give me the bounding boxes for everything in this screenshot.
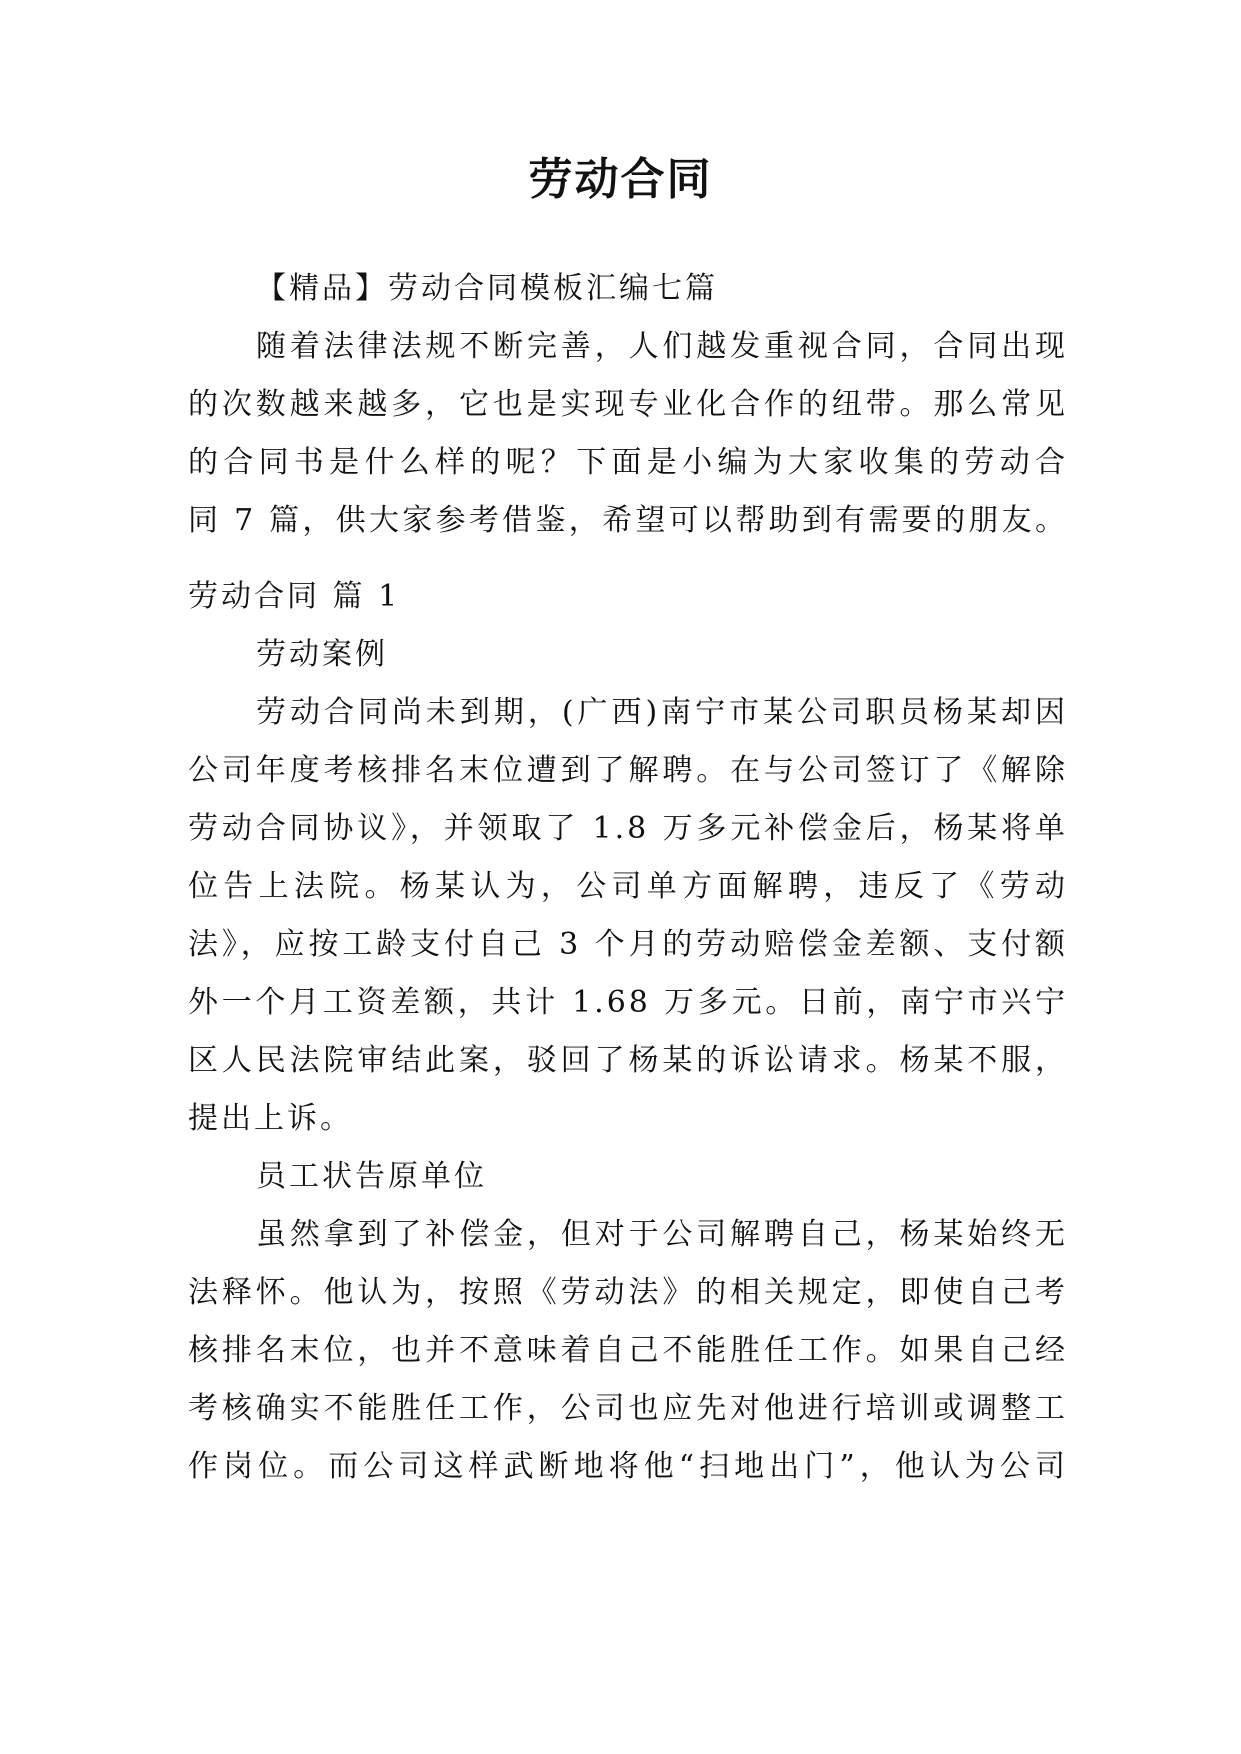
paragraph-line: 作岗位。而公司这样武断地将他“扫地出门”，他认为公司 [188, 1449, 1068, 1484]
paragraph-line: 区人民法院审结此案，驳回了杨某的诉讼请求。杨某不服， [188, 1043, 1068, 1078]
section-heading: 劳动合同 篇 1 [188, 579, 401, 614]
intro-line: 的次数越来越多，它也是实现专业化合作的纽带。那么常见 [188, 387, 1068, 422]
subheading: 员工状告原单位 [256, 1159, 487, 1194]
intro-heading: 【精品】劳动合同模板汇编七篇 [256, 271, 718, 306]
paragraph-line: 劳动合同协议》，并领取了 1.8 万多元补偿金后，杨某将单 [188, 811, 1068, 846]
document-title: 劳动合同 [528, 154, 713, 205]
section-1 [188, 568, 1068, 1496]
paragraph-line: 法释怀。他认为，按照《劳动法》的相关规定，即使自己考 [188, 1275, 1068, 1310]
paragraph-line: 外一个月工资差额，共计 1.68 万多元。日前，南宁市兴宁 [188, 985, 1068, 1020]
paragraph-line: 虽然拿到了补偿金，但对于公司解聘自己，杨某始终无 [256, 1217, 1068, 1252]
paragraph-line: 提出上诉。 [188, 1101, 353, 1136]
paragraph-line: 位告上法院。杨某认为，公司单方面解聘，违反了《劳动 [188, 869, 1068, 904]
paragraph-line: 法》，应按工龄支付自己 3 个月的劳动赔偿金差额、支付额 [188, 927, 1068, 962]
intro-line: 的合同书是什么样的呢？下面是小编为大家收集的劳动合 [188, 445, 1068, 480]
intro-line: 同 7 篇，供大家参考借鉴，希望可以帮助到有需要的朋友。 [188, 503, 1068, 538]
intro-section [188, 260, 1068, 550]
paragraph-line: 考核确实不能胜任工作，公司也应先对他进行培训或调整工 [188, 1391, 1068, 1426]
subheading: 劳动案例 [256, 637, 388, 672]
intro-line: 随着法律法规不断完善，人们越发重视合同，合同出现 [256, 329, 1068, 364]
paragraph-line: 劳动合同尚未到期，(广西)南宁市某公司职员杨某却因 [256, 695, 1068, 730]
paragraph-line: 核排名末位，也并不意味着自己不能胜任工作。如果自己经 [188, 1333, 1068, 1368]
paragraph-line: 公司年度考核排名末位遭到了解聘。在与公司签订了《解除 [188, 753, 1068, 788]
